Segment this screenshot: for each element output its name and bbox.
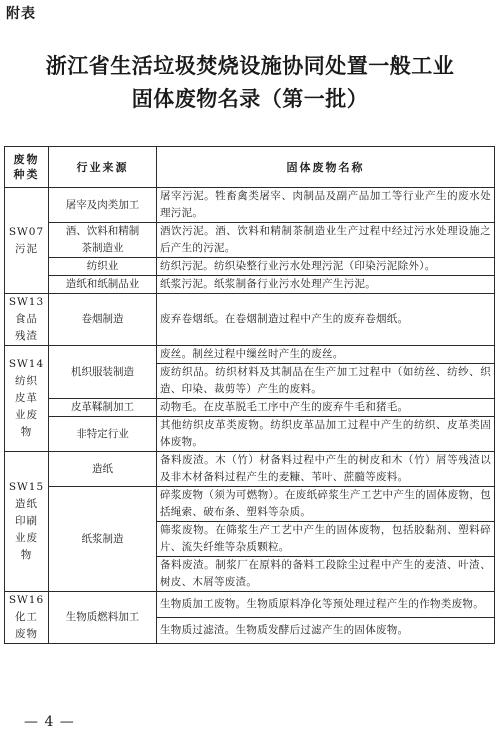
industry-source-line: 纺织业 bbox=[86, 260, 119, 272]
category-name-line: 物 bbox=[20, 426, 33, 438]
waste-description-cell: 其他纺织皮革类废物。纺织皮革品加工过程中产生的纺织、皮革类固体废物。 bbox=[157, 417, 495, 452]
industry-source-cell bbox=[49, 346, 157, 399]
waste-description-cell: 废丝。制丝过程中缫丝时产生的废丝。 bbox=[157, 346, 495, 364]
category-name-line: 业废 bbox=[15, 409, 38, 421]
industry-source-line: 皮革鞣制加工 bbox=[71, 401, 134, 413]
waste-description-cell: 备料废渣。制浆厂在原料的备料工段除尘过程中产生的麦渣、叶渣、树皮、木屑等废渣。 bbox=[157, 557, 495, 592]
category-name-line: 印刷 bbox=[15, 515, 38, 527]
table-row bbox=[5, 592, 495, 618]
industry-source-line: 屠宰及肉类加工 bbox=[65, 198, 140, 211]
waste-description-cell: 纸浆污泥。纸浆制备行业污水处理产生污泥。 bbox=[157, 276, 495, 294]
category-name-line: 污泥 bbox=[15, 242, 38, 255]
industry-source-cell bbox=[49, 417, 157, 452]
waste-description-cell: 碎浆废物（须为可燃物）。在废纸碎浆生产工艺中产生的固体废物，包括绳索、破布条、塑料等杂质。 bbox=[157, 487, 495, 522]
waste-description-cell: 生物质过滤渣。生物质发酵后过滤产生的固体废物。 bbox=[157, 618, 495, 644]
waste-description-cell: 废弃卷烟纸。在卷烟制造过程中产生的废弃卷烟纸。 bbox=[157, 294, 495, 346]
waste-description-cell: 纺织污泥。纺织染整行业污水处理污泥（印染污泥除外）。 bbox=[157, 258, 495, 276]
category-name-line: 纺织 bbox=[15, 375, 38, 387]
industry-source-line: 机织服装制造 bbox=[71, 365, 134, 378]
industry-source-cell bbox=[49, 223, 157, 258]
category-name-line: 废物 bbox=[15, 628, 38, 640]
waste-description-cell: 动物毛。在皮革脱毛工序中产生的废弃牛毛和猪毛。 bbox=[157, 399, 495, 417]
table-row bbox=[5, 258, 495, 276]
industry-source-line: 生物质燃料加工 bbox=[65, 611, 140, 623]
industry-source-cell bbox=[49, 399, 157, 417]
table-body bbox=[5, 188, 495, 644]
document-title-line-2: 固体废物名录（第一批） bbox=[131, 86, 369, 111]
table-row bbox=[5, 223, 495, 258]
category-name-line: 食品 bbox=[15, 313, 38, 325]
category-code: SW14 bbox=[8, 358, 45, 370]
page-number: — 4 — bbox=[24, 714, 75, 730]
waste-category-cell bbox=[5, 452, 49, 592]
header-category-line-2: 种类 bbox=[13, 168, 40, 181]
category-name-line: 物 bbox=[20, 549, 33, 561]
header-waste-category bbox=[5, 147, 49, 188]
category-code: SW15 bbox=[8, 481, 45, 493]
industry-source-cell bbox=[49, 452, 157, 487]
waste-description-cell: 备料废渣。木（竹）材备料过程中产生的树皮和木（竹）屑等残渣以及非木材备料过程产生的麦糠、苇叶、蔗髓等废料。 bbox=[157, 452, 495, 487]
table-row bbox=[5, 276, 495, 294]
waste-list-table bbox=[4, 146, 495, 644]
table-row bbox=[5, 399, 495, 417]
waste-description-cell: 酒饮污泥。酒、饮料和精制茶制造业生产过程中经过污水处理设施之后产生的污泥。 bbox=[157, 223, 495, 258]
industry-source-line: 非特定行业 bbox=[76, 427, 129, 440]
category-code: SW07 bbox=[8, 225, 45, 238]
header-industry-source: 行业来源 bbox=[49, 147, 157, 188]
document-title-line-1: 浙江省生活垃圾焚烧设施协同处置一般工业 bbox=[45, 53, 455, 78]
industry-source-cell bbox=[49, 294, 157, 346]
category-code: SW16 bbox=[8, 594, 45, 606]
table-row bbox=[5, 487, 495, 522]
industry-source-cell bbox=[49, 188, 157, 223]
industry-source-line: 纸浆制造 bbox=[81, 532, 124, 545]
category-name-line: 残渣 bbox=[15, 330, 38, 342]
industry-source-cell bbox=[49, 276, 157, 294]
table-row bbox=[5, 452, 495, 487]
waste-category-cell bbox=[5, 592, 49, 644]
industry-source-cell bbox=[49, 258, 157, 276]
industry-source-line: 酒、饮料和精制 bbox=[65, 225, 140, 237]
category-name-line: 化工 bbox=[15, 611, 38, 623]
industry-source-line: 茶制造业 bbox=[81, 242, 124, 254]
table-row bbox=[5, 294, 495, 346]
table-row bbox=[5, 346, 495, 364]
industry-source-line: 造纸 bbox=[92, 462, 113, 475]
header-waste-name: 固体废物名称 bbox=[157, 147, 495, 188]
table-row bbox=[5, 188, 495, 223]
table-row bbox=[5, 417, 495, 452]
category-name-line: 皮革 bbox=[15, 392, 38, 404]
waste-description-cell: 屠宰污泥。牲畜禽类屠宰、肉制品及副产品加工等行业产生的废水处理污泥。 bbox=[157, 188, 495, 223]
annex-label: 附表 bbox=[6, 6, 36, 22]
category-name-line: 造纸 bbox=[15, 498, 38, 510]
waste-description-cell: 生物质加工废物。生物质原料净化等预处理过程产生的作物类废物。 bbox=[157, 592, 495, 618]
waste-description-cell: 筛浆废物。在筛浆生产工艺中产生的固体废物，包括胶黏剂、塑料碎片、流失纤维等杂质颗粒。 bbox=[157, 522, 495, 557]
industry-source-cell bbox=[49, 487, 157, 592]
header-category-line-1: 废物 bbox=[13, 153, 40, 166]
category-code: SW13 bbox=[8, 296, 45, 308]
industry-source-cell bbox=[49, 592, 157, 644]
waste-category-cell bbox=[5, 346, 49, 452]
waste-category-cell bbox=[5, 294, 49, 346]
industry-source-line: 卷烟制造 bbox=[81, 313, 124, 325]
industry-source-line: 造纸和纸制品业 bbox=[65, 278, 140, 290]
category-name-line: 业废 bbox=[15, 532, 38, 544]
table-header-row bbox=[5, 147, 495, 188]
waste-description-cell: 废纺织品。纺织材料及其制品在生产加工过程中（如纺丝、纺纱、织造、印染、裁剪等）产生的废料。 bbox=[157, 364, 495, 399]
waste-category-cell bbox=[5, 188, 49, 294]
